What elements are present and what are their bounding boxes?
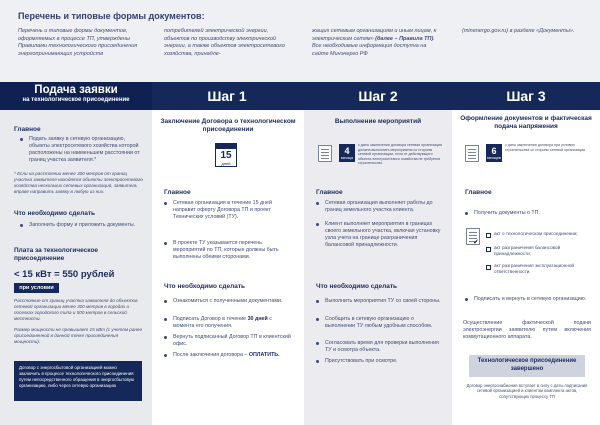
intro-title: Перечень и типовые формы документов: bbox=[18, 11, 205, 21]
checkbox-icon bbox=[486, 233, 491, 238]
apply-footnote: * Если на расстоянии менее 300 метров от границ участка заявителя находятся объекты электросетевого хозяйства нескольких сетевых организаций, заявитель вправе направить заявку в любую из них. bbox=[14, 171, 143, 194]
apply-fee-note-1: Расстояние от границ участка заявителя до объектов сетевой организации менее 300 метров в городах и поселках городского типа и 500 метров в сельской местности. bbox=[14, 298, 138, 321]
step-1-todo-bullet-4-a: После заключения договора – bbox=[173, 352, 249, 358]
step-2-days-note: с даты заключения договора сетевая организация должна выполнить мероприятия со стороны сетевой организации, если от действующего объекта электросетевого хозяйства не требуется строительство bbox=[358, 143, 442, 166]
step-2-todo-bullet-2: Сообщить в сетевую организацию о выполнении ТУ любым удобным способом. bbox=[316, 316, 444, 330]
apply-main-heading: Главное bbox=[14, 126, 41, 133]
apply-fee-condition: при условии bbox=[14, 283, 59, 293]
apply-subtitle: на технологическое присоединение bbox=[22, 97, 130, 103]
step-3-doc-2: акт разграничения балансовой принадлежности; bbox=[494, 245, 561, 256]
step-1-main-bullet-1: Сетевая организация в течение 15 дней направит оферту Договора ТП и проект Технических условий (ТУ). bbox=[164, 200, 292, 221]
step-2-todo-bullet-3: Согласовать время для проверки выполнения ТУ и осмотра объекта. bbox=[316, 340, 444, 354]
step-1-todo-bullet-4-b: ОПЛАТИТЬ. bbox=[248, 352, 280, 358]
step-1-title: Заключение Договора о технологическом присоединении bbox=[160, 118, 296, 133]
step-2-main-bullet-1: Сетевая организация выполняет работы до границ земельного участка клиента. bbox=[316, 200, 444, 214]
step-3-main-bullet-2: Подписать и вернуть в сетевую организацию. bbox=[465, 296, 589, 303]
step-3-footer-note: Договор энергоснабжения вступает в силу с даты подписания сетевой организацией и клиентом комплекта актов, сопутствующих процессу ТП bbox=[466, 383, 588, 399]
step-2-main-heading: Главное bbox=[316, 189, 343, 196]
step-3-main-heading: Главное bbox=[465, 189, 492, 196]
step-3-header: Шаг 3 bbox=[506, 88, 546, 104]
step-2-days-number: 4 bbox=[344, 146, 350, 156]
apply-fee-price: < 15 кВт = 550 рублей bbox=[14, 269, 115, 280]
step-1-days-label: дней bbox=[221, 161, 231, 166]
step-2-header: Шаг 2 bbox=[358, 88, 398, 104]
step-2-todo-bullet-4: Присутствовать при осмотре. bbox=[316, 358, 444, 365]
step-1-todo-bullet-3: Вернуть подписанный Договор ТП в клиентский офис. bbox=[164, 334, 292, 348]
apply-title: Подача заявки bbox=[34, 84, 118, 96]
step-1-days-number: 15 bbox=[220, 150, 232, 161]
step-1-todo-bullet-1: Ознакомиться с полученными документами. bbox=[164, 298, 292, 305]
step-1-todo-bullet-2 bbox=[164, 316, 292, 330]
step-2-days-box bbox=[339, 144, 355, 162]
step-1-todo-bullet-2-c: с момента его получения. bbox=[173, 316, 272, 329]
step-2-todo-bullet-1: Выполнить мероприятия ТУ со своей стороны. bbox=[316, 298, 444, 305]
intro-col-3 bbox=[312, 28, 442, 58]
apply-main-bullet: Подать заявку в сетевую организацию, объекты электросетевого хозяйства которой расположены на наименьшем расстоянии от границ участка заявителя.* bbox=[20, 136, 145, 164]
intro-col-3-c: . Все необходимые информация доступна на сайте Минэнерго РФ bbox=[312, 35, 435, 57]
step-2-main-bullet-2: Клиент выполняет мероприятия в границах своего земельного участка, включая установку узла учета на границе разграничения балансовой принадлежности. bbox=[316, 221, 444, 249]
step-1-main-bullet-2: В проекте ТУ указывается перечень мероприятий по ТП, которые должны быть выполнены обеими сторонами. bbox=[164, 240, 292, 261]
step-1-header: Шаг 1 bbox=[207, 88, 247, 104]
document-icon bbox=[318, 145, 332, 162]
calendar-icon-bar bbox=[216, 144, 236, 149]
document-icon bbox=[465, 145, 479, 162]
step-1-todo-bullet-4 bbox=[164, 352, 292, 359]
step-2-title: Выполнение мероприятий bbox=[334, 118, 422, 125]
intro-col-3-a: жащих сетевым организациям и иным лицам, к электрическим сетям» bbox=[312, 28, 437, 42]
intro-section bbox=[0, 0, 600, 82]
apply-energy-contract-note: Договор с энергосбытовой организацией можно заключить в процессе технологического присоединения путем непосредственного обращения в энергосбытовую организацию, либо через сетевую организацию bbox=[14, 361, 142, 401]
step-1-todo-bullet-2-a: Подписать Договор в течение bbox=[173, 316, 248, 322]
apply-todo-heading: Что необходимо сделать bbox=[14, 210, 96, 217]
checkbox-icon bbox=[486, 265, 491, 270]
step-1-todo-heading: Что необходимо сделать bbox=[164, 283, 246, 290]
intro-col-2: потребителей электрической энергии, объектов по производству электрической энергии, а также объектов электросетевого хозяйства, принадле- bbox=[164, 28, 285, 57]
step-3-days-number: 6 bbox=[491, 146, 497, 156]
step-3-main-bullet-1: Получить документы о ТП. bbox=[465, 210, 589, 217]
step-3-title: Оформление документов и фактическая подача напряжения bbox=[460, 115, 592, 130]
intro-col-4: (minenergo.gov.ru) в разделе «Документы». bbox=[462, 28, 575, 34]
step-2-todo-heading: Что необходимо сделать bbox=[316, 283, 398, 290]
step-3-note: Осуществление фактической подачи электроэнергии заявителю путем включения коммутационного аппарата. bbox=[463, 320, 591, 340]
step-3-days-box bbox=[486, 144, 502, 162]
step-3-doc-1: акт о технологическом присоединении; bbox=[494, 231, 578, 236]
apply-fee-heading: Плата за технологическое присоединение bbox=[14, 247, 99, 262]
step-2-days-label: месяца bbox=[341, 156, 353, 160]
step-3-doc-3: акт разграничения эксплуатационной ответственности. bbox=[494, 263, 574, 274]
checkbox-icon bbox=[486, 247, 491, 252]
step-3-days-label: месяцев bbox=[487, 156, 501, 160]
step-3-days-note: с даты заключения договора при условии строительства со стороны сетевой организации bbox=[505, 143, 586, 152]
apply-fee-note-2: Размер мощности не превышает 15 кВт (с учетом ранее присоединенной в данной точке присоединения мощности). bbox=[14, 327, 143, 344]
intro-col-1: Перечень и типовые формы документов, оформляемых в процессе ТП, утверждены Правилами технологического присоединения энергопринимающих устройств bbox=[18, 28, 138, 57]
calendar-icon bbox=[215, 143, 237, 167]
intro-col-3-b: (далее – Правила ТП) bbox=[375, 35, 434, 42]
completed-banner: Технологическое присоединение завершено bbox=[469, 355, 585, 377]
step-1-todo-bullet-2-b: 30 дней bbox=[247, 316, 268, 322]
apply-todo-bullet: Заполнить форму и приложить документы. bbox=[20, 222, 140, 229]
checkmark-icon: ✓ bbox=[473, 239, 479, 246]
apply-header bbox=[0, 82, 152, 110]
step-1-main-heading: Главное bbox=[164, 189, 191, 196]
